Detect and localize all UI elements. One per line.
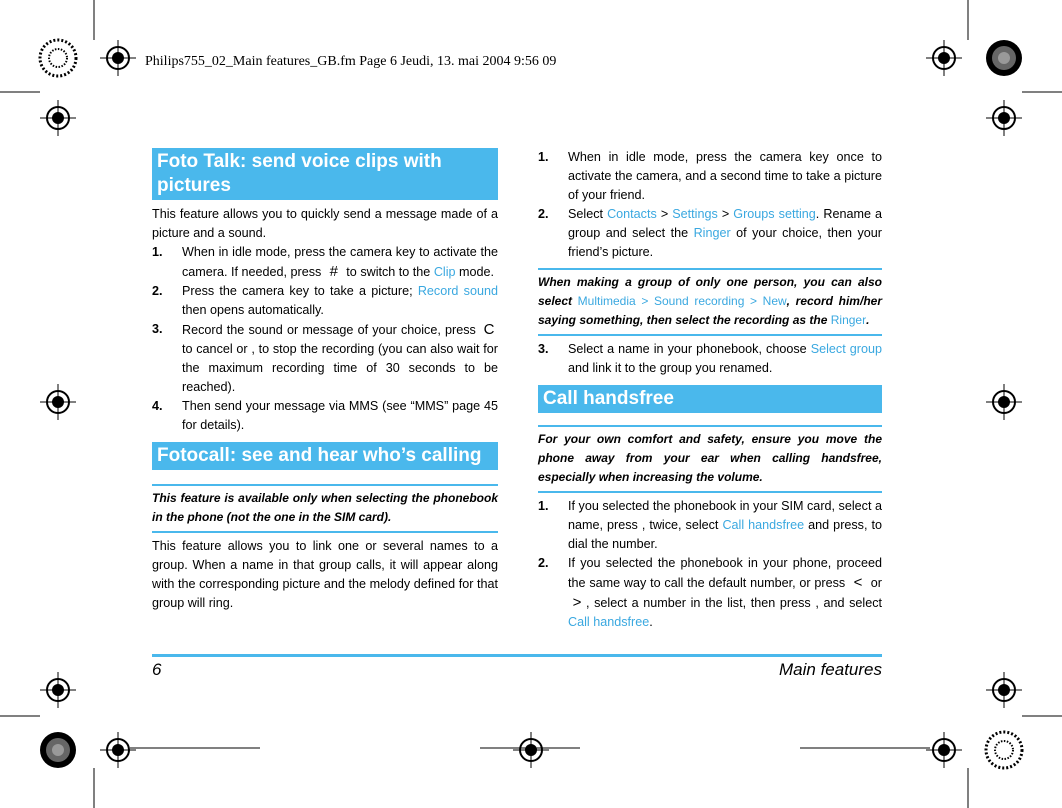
fotocall-note: This feature is available only when selecting the phonebook in the phone (not the one in the SIM card). [152, 484, 498, 533]
page-number: 6 [152, 660, 162, 679]
heading-foto-talk: Foto Talk: send voice clips with pictures [152, 148, 498, 200]
list-item: 1. When in idle mode, press the camera key to activate the camera. If needed, press # to switch to the Clip mode. [152, 245, 498, 280]
footer-rule [152, 654, 882, 657]
menu-term: Clip [433, 265, 456, 279]
list-item: 4. Then send your message via MMS (see “MMS” page 45 for details). [152, 399, 498, 432]
starburst-icon [40, 40, 76, 76]
registration-icon [40, 384, 76, 420]
right-arrow-key-icon: > [572, 594, 582, 611]
right-column [538, 148, 882, 632]
registration-icon [40, 100, 76, 136]
registration-icon [513, 732, 549, 768]
list-item: 3. Record the sound or message of your choice, press C to cancel or , to stop the recording (you can also wait for the maximum recording time of 30 seconds to be reached). [152, 321, 498, 394]
registration-icon [100, 732, 136, 768]
list-item: 1. When in idle mode, press the camera key once to activate the camera, and a second time to take a picture of your friend. [538, 150, 882, 202]
fotocall-body: This feature allows you to link one or several names to a group. When a name in that group calls, it will appear along with the corresponding picture and the melody defined for that group will ring. [152, 539, 498, 610]
list-item: 3. Select a name in your phonebook, choose Select group and link it to the group you renamed. [538, 342, 882, 375]
registration-icon [926, 40, 962, 76]
halftone-circle-icon [40, 732, 76, 768]
registration-icon [100, 40, 136, 76]
heading-call-handsfree: Call handsfree [538, 385, 882, 413]
c-key-icon: C [483, 321, 495, 338]
list-item: 2. Select Contacts > Settings > Groups setting. Rename a group and select the Ringer of your choice, then your friend’s picture. [538, 207, 883, 259]
print-slug: Philips755_02_Main features_GB.fm Page 6 Jeudi, 13. mai 2004 9:56 09 [145, 54, 557, 69]
left-arrow-key-icon: < [853, 574, 863, 591]
registration-icon [986, 100, 1022, 136]
left-column [152, 148, 498, 613]
list-item: 1. If you selected the phonebook in your SIM card, select a name, press , twice, select Call handsfree and press, to dial the number. [538, 499, 882, 551]
starburst-icon [986, 732, 1022, 768]
running-footer-title: Main features [779, 660, 882, 679]
registration-icon [986, 384, 1022, 420]
menu-term: Record sound [417, 284, 498, 298]
heading-fotocall: Fotocall: see and hear who’s calling [152, 442, 498, 470]
handsfree-note: For your own comfort and safety, ensure you move the phone away from your ear when calling handsfree, especially when increasing the volume. [538, 425, 882, 493]
registration-icon [986, 672, 1022, 708]
hash-key-icon: # [329, 263, 338, 280]
group-note: When making a group of only one person, you can also select Multimedia > Sound recording > New, record him/her saying something, then select the recording as the Ringer. [538, 268, 882, 336]
list-item: 2. If you selected the phonebook in your phone, proceed the same way to call the default number, or press < or > , select a number in the list, then press , and select Call handsfree. [538, 556, 883, 629]
foto-talk-intro: This feature allows you to quickly send a message made of a picture and a sound. [152, 207, 498, 240]
halftone-circle-icon [986, 40, 1022, 76]
registration-icon [40, 672, 76, 708]
registration-icon [926, 732, 962, 768]
list-item: 2. Press the camera key to take a picture; Record sound then opens automatically. [152, 284, 498, 317]
